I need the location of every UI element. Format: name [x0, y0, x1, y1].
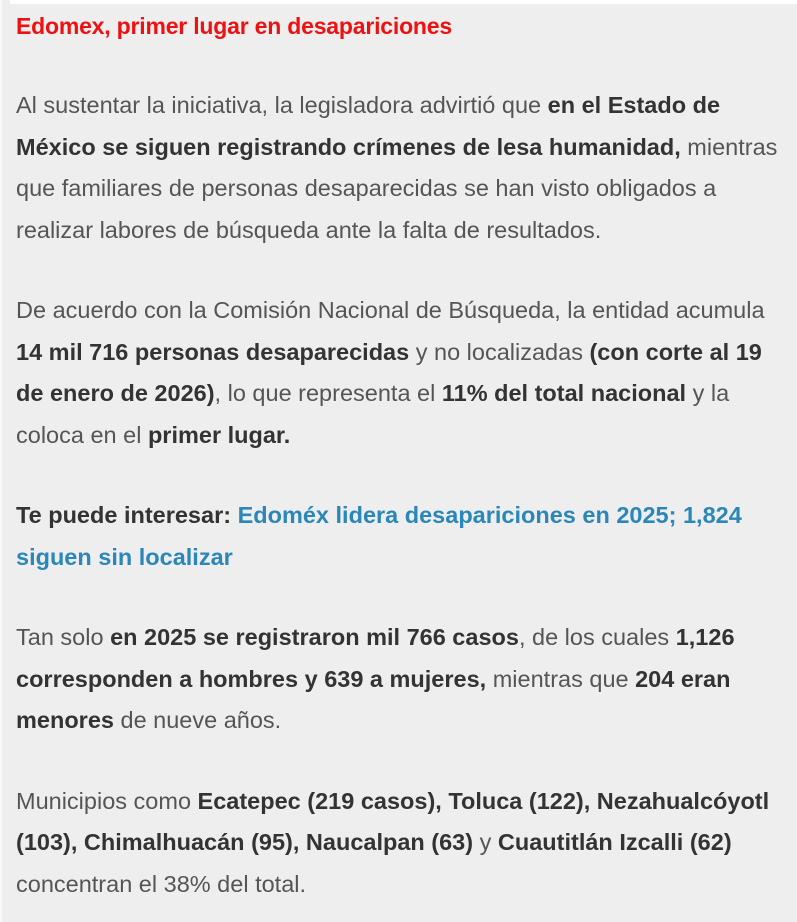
p2-bold-2: (con corte al 19 de enero de 2026): [16, 338, 762, 406]
p2-text-2: y no localizadas: [409, 338, 590, 365]
p4-text-1: Municipios como: [16, 787, 198, 814]
p3-text-1: Tan solo: [16, 624, 111, 650]
related-article: [16, 495, 794, 578]
p4-bold-2: Cuautitlán Izcalli (62): [497, 829, 732, 855]
p3-bold-1: en 2025 se registraron mil 766 casos: [110, 624, 519, 650]
section-heading: Edomex, primer lugar en desapariciones: [16, 13, 452, 39]
p1-text-2: mientras que familiares de personas desaparecidas se han visto obligados a realizar labores de búsqueda ante la falta de resultados.: [16, 133, 778, 243]
paragraph-legislator: [16, 85, 794, 251]
p3-text-2: , de los cuales: [518, 624, 676, 650]
left-border: [0, 0, 2, 922]
p4-bold-1: Ecatepec (219 casos), Toluca (122), Nezahualcóyotl (103), Chimalhuacán (95), Naucalpan (63): [16, 787, 770, 855]
p1-text-1: Al sustentar la iniciativa, la legisladora advirtió que: [16, 92, 548, 118]
p1-bold-1: en el Estado de México se siguen registrando crímenes de lesa humanidad,: [16, 92, 721, 160]
p4-text-2: y: [473, 829, 498, 855]
paragraph-municipalities: [16, 781, 794, 906]
p2-bold-3: 11% del total nacional: [441, 380, 687, 406]
article-body: [16, 0, 794, 905]
p2-bold-4: primer lugar.: [147, 421, 291, 448]
p2-bold-1: 14 mil 716 personas desaparecidas: [16, 338, 410, 365]
related-article-link[interactable]: Edoméx lidera desapariciones en 2025; 1,824 siguen sin localizar: [16, 502, 742, 570]
p4-text-3: concentran el 38% del total.: [16, 870, 307, 897]
paragraph-statistics: [16, 290, 794, 456]
p2-text-4: y la coloca en el: [16, 380, 730, 448]
paragraph-2025-cases: [16, 617, 794, 742]
p3-bold-2: 1,126 corresponden a hombres y 639 a mujeres,: [16, 624, 735, 692]
p3-text-4: de nueve años.: [113, 707, 282, 733]
p3-bold-3: 204 eran menores: [16, 665, 731, 733]
related-label: Te puede interesar:: [16, 502, 238, 528]
p2-text-3: , lo que representa el: [214, 380, 442, 406]
p2-text-1: De acuerdo con la Comisión Nacional de Búsqueda, la entidad acumula: [16, 297, 765, 323]
p3-text-3: mientras que: [486, 665, 636, 692]
